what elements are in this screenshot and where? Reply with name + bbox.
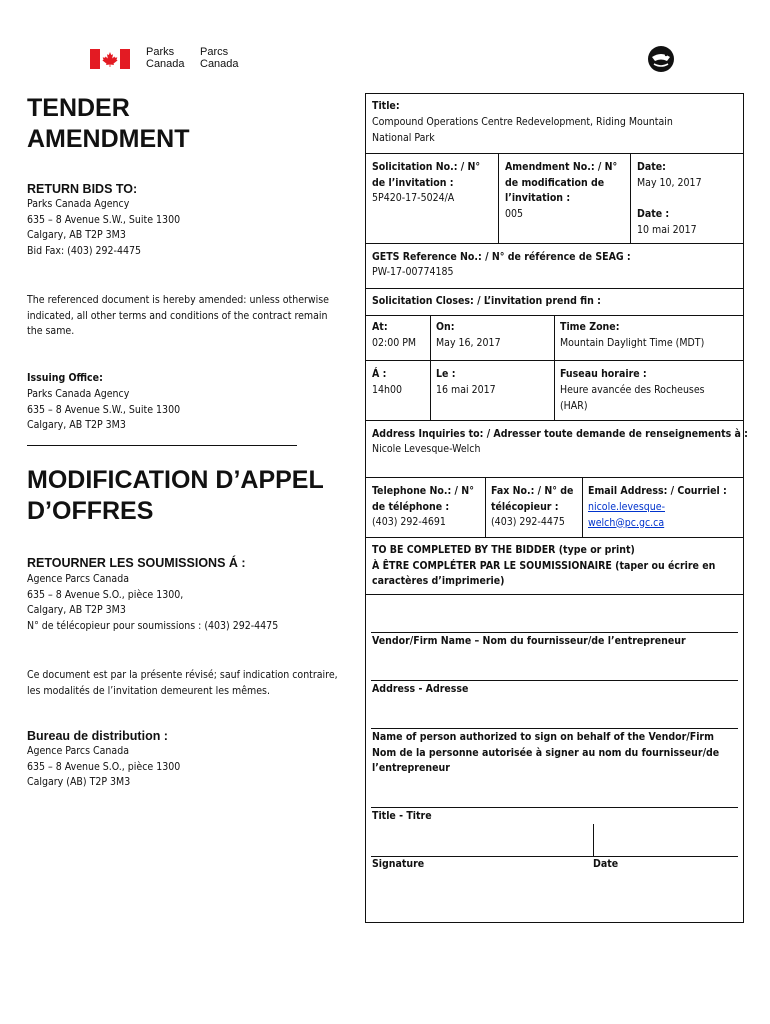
fuseau-line: Heure avancée des Rocheuses (560, 384, 705, 396)
gets-reference-value: PW-17-00774185 (372, 266, 454, 278)
address-line: Parks Canada Agency (27, 388, 130, 400)
address-line: Calgary, AB T2P 3M3 (27, 229, 126, 241)
parks-canada-logo (90, 46, 250, 72)
address-line: Agence Parcs Canada (27, 745, 129, 757)
form-divider (365, 288, 744, 289)
wordmark-fr (200, 46, 239, 70)
issuing-office-heading: Issuing Office: (27, 372, 103, 384)
inquiries-contact: Nicole Levesque-Welch (372, 443, 481, 455)
note-line: Ce document est par la présente révisé; sauf indication contraire, (27, 669, 338, 681)
label-line: de modification de (505, 176, 605, 189)
email-label: Email Address: / Courriel : (588, 485, 727, 497)
form-border-left (365, 93, 366, 923)
signature-label: Signature (372, 858, 425, 870)
title-value-line: National Park (372, 131, 435, 144)
amendment-note-en (27, 293, 329, 340)
label-line: Fax No.: / N° de (491, 485, 574, 497)
title-value (372, 115, 673, 146)
phone-label (372, 484, 474, 515)
address-line: Agence Parcs Canada (27, 573, 129, 585)
note-line: indicated, all other terms and conditions of the contract remain (27, 309, 328, 322)
authorized-name-line[interactable] (371, 728, 738, 729)
vendor-name-label: Vendor/Firm Name – Nom du fournisseur/de l’entrepreneur (372, 635, 686, 647)
address-line: 635 – 8 Avenue S.W., Suite 1300 (27, 403, 181, 416)
address-line: Parks Canada Agency (27, 198, 130, 210)
title-fr-line1: MODIFICATION D’APPEL (27, 466, 324, 494)
label-line: de l’invitation : (372, 176, 454, 189)
vendor-name-line[interactable] (371, 632, 738, 633)
on-label: On: (436, 321, 455, 333)
form-divider (365, 243, 744, 244)
wordmark-fr-line1: Parcs (200, 46, 229, 58)
distribution-office-address (27, 744, 180, 791)
address-line: 635 – 8 Avenue S.O., pièce 1300 (27, 760, 181, 773)
address-line: 635 – 8 Avenue S.O., pièce 1300, (27, 588, 184, 601)
email-link-line[interactable]: nicole.levesque- (588, 501, 665, 513)
wordmark-en-line1: Parks (146, 46, 175, 58)
form-col-divider (430, 315, 431, 420)
fuseau-line: (HAR) (560, 399, 588, 412)
fuseau-label: Fuseau horaire : (560, 368, 647, 380)
a-value: 14h00 (372, 384, 403, 396)
instruction-line: caractères d’imprimerie) (372, 575, 505, 587)
solicitation-label (372, 160, 480, 191)
title-en-line1: TENDER (27, 94, 130, 122)
title-field-label: Title - Titre (372, 810, 432, 822)
label-line: l’invitation : (505, 192, 571, 204)
fuseau-value (560, 383, 705, 414)
title-value-line: Compound Operations Centre Redevelopment, Riding Mountain (372, 116, 673, 128)
form-col-divider (554, 315, 555, 420)
inquiries-label: Address Inquiries to: / Adresser toute demande de renseignements à : (372, 428, 748, 440)
date-label-fr: Date : (637, 208, 670, 220)
bidder-instructions (372, 543, 715, 590)
form-col-divider (498, 153, 499, 243)
note-line: les modalités de l’invitation demeurent les mêmes. (27, 684, 270, 697)
le-label: Le : (436, 368, 456, 380)
issuing-office-divider (27, 445, 297, 446)
date-field-label: Date (593, 858, 619, 870)
date-value: May 10, 2017 (637, 177, 702, 189)
a-label: Á : (372, 368, 387, 380)
wordmark-en-line2: Canada (146, 58, 185, 70)
form-border-bottom (365, 922, 744, 923)
signature-date-divider (593, 824, 594, 856)
instruction-line: TO BE COMPLETED BY THE BIDDER (type or print) (372, 544, 635, 556)
on-value: May 16, 2017 (436, 337, 501, 349)
form-col-divider (485, 477, 486, 537)
address-line: Calgary (AB) T2P 3M3 (27, 776, 131, 788)
return-address (27, 197, 180, 259)
wordmark-fr-line2: Canada (200, 58, 239, 70)
label-line: Name of person authorized to sign on behalf of the Vendor/Firm (372, 731, 714, 743)
label-line: l’entrepreneur (372, 762, 450, 774)
return-bids-heading: RETURN BIDS TO: (27, 182, 138, 196)
form-divider (365, 420, 744, 421)
distribution-office-heading: Bureau de distribution : (27, 729, 168, 743)
bid-fax-fr: N° de télécopieur pour soumissions : (403) 292-4475 (27, 619, 279, 632)
authorized-name-label (372, 730, 719, 777)
beaver-emblem-icon (646, 44, 676, 74)
canada-flag-icon (90, 48, 130, 70)
amendment-note-fr (27, 668, 338, 699)
bidder-divider (365, 594, 744, 595)
amendment-label (505, 160, 617, 207)
title-fr-line2: D’OFFRES (27, 497, 154, 525)
form-divider (365, 477, 744, 478)
return-address-fr (27, 572, 278, 634)
title-field-line[interactable] (371, 807, 738, 808)
date-value-fr: 10 mai 2017 (637, 224, 697, 236)
le-value: 16 mai 2017 (436, 384, 496, 396)
address-line[interactable] (371, 680, 738, 681)
note-line: The referenced document is hereby amended: unless otherwise (27, 294, 329, 306)
bid-fax: Bid Fax: (403) 292-4475 (27, 244, 142, 257)
label-line: Amendment No.: / N° (505, 161, 618, 173)
title-en-line2: AMENDMENT (27, 125, 190, 153)
label-line: Nom de la personne autorisée à signer au nom du fournisseur/de (372, 746, 720, 759)
label-line: télécopieur : (491, 500, 559, 513)
at-value: 02:00 PM (372, 337, 417, 349)
form-border-right (743, 93, 744, 923)
at-label: At: (372, 321, 388, 333)
fax-value: (403) 292-4475 (491, 516, 565, 528)
label-line: Solicitation No.: / N° (372, 161, 481, 173)
time-zone-value: Mountain Daylight Time (MDT) (560, 337, 705, 349)
note-line: the same. (27, 325, 75, 337)
form-divider (365, 537, 744, 538)
tender-amendment-title (27, 93, 190, 155)
title-label: Title: (372, 100, 400, 112)
email-link-line[interactable]: welch@pc.gc.ca (588, 516, 665, 529)
form-divider (365, 153, 744, 154)
solicitation-closes-label: Solicitation Closes: / L’invitation prend fin : (372, 295, 601, 307)
fax-label (491, 484, 573, 515)
wordmark-en (146, 46, 185, 70)
form-col-divider (582, 477, 583, 537)
gets-reference-label: GETS Reference No.: / N° de référence de SEAG : (372, 251, 631, 263)
email-link[interactable] (588, 500, 665, 531)
label-line: de téléphone : (372, 500, 450, 513)
form-border-top (365, 93, 744, 94)
modification-title-fr (27, 465, 324, 527)
issuing-office-address (27, 387, 180, 434)
time-zone-label: Time Zone: (560, 321, 620, 333)
date-label: Date: (637, 161, 666, 173)
phone-value: (403) 292-4691 (372, 516, 446, 528)
address-line: 635 – 8 Avenue S.W., Suite 1300 (27, 213, 181, 226)
address-line: Calgary, AB T2P 3M3 (27, 604, 126, 616)
amendment-number: 005 (505, 208, 524, 220)
return-bids-heading-fr: RETOURNER LES SOUMISSIONS Á : (27, 556, 246, 570)
label-line: Telephone No.: / N° (372, 485, 474, 497)
address-line: Calgary, AB T2P 3M3 (27, 419, 126, 431)
signature-line[interactable] (371, 856, 738, 857)
instruction-line: À ÊTRE COMPLÉTER PAR LE SOUMISSIONAIRE (taper ou écrire en (372, 559, 716, 572)
address-label: Address - Adresse (372, 683, 469, 695)
solicitation-number: 5P420-17-5024/A (372, 192, 455, 204)
form-col-divider (630, 153, 631, 243)
